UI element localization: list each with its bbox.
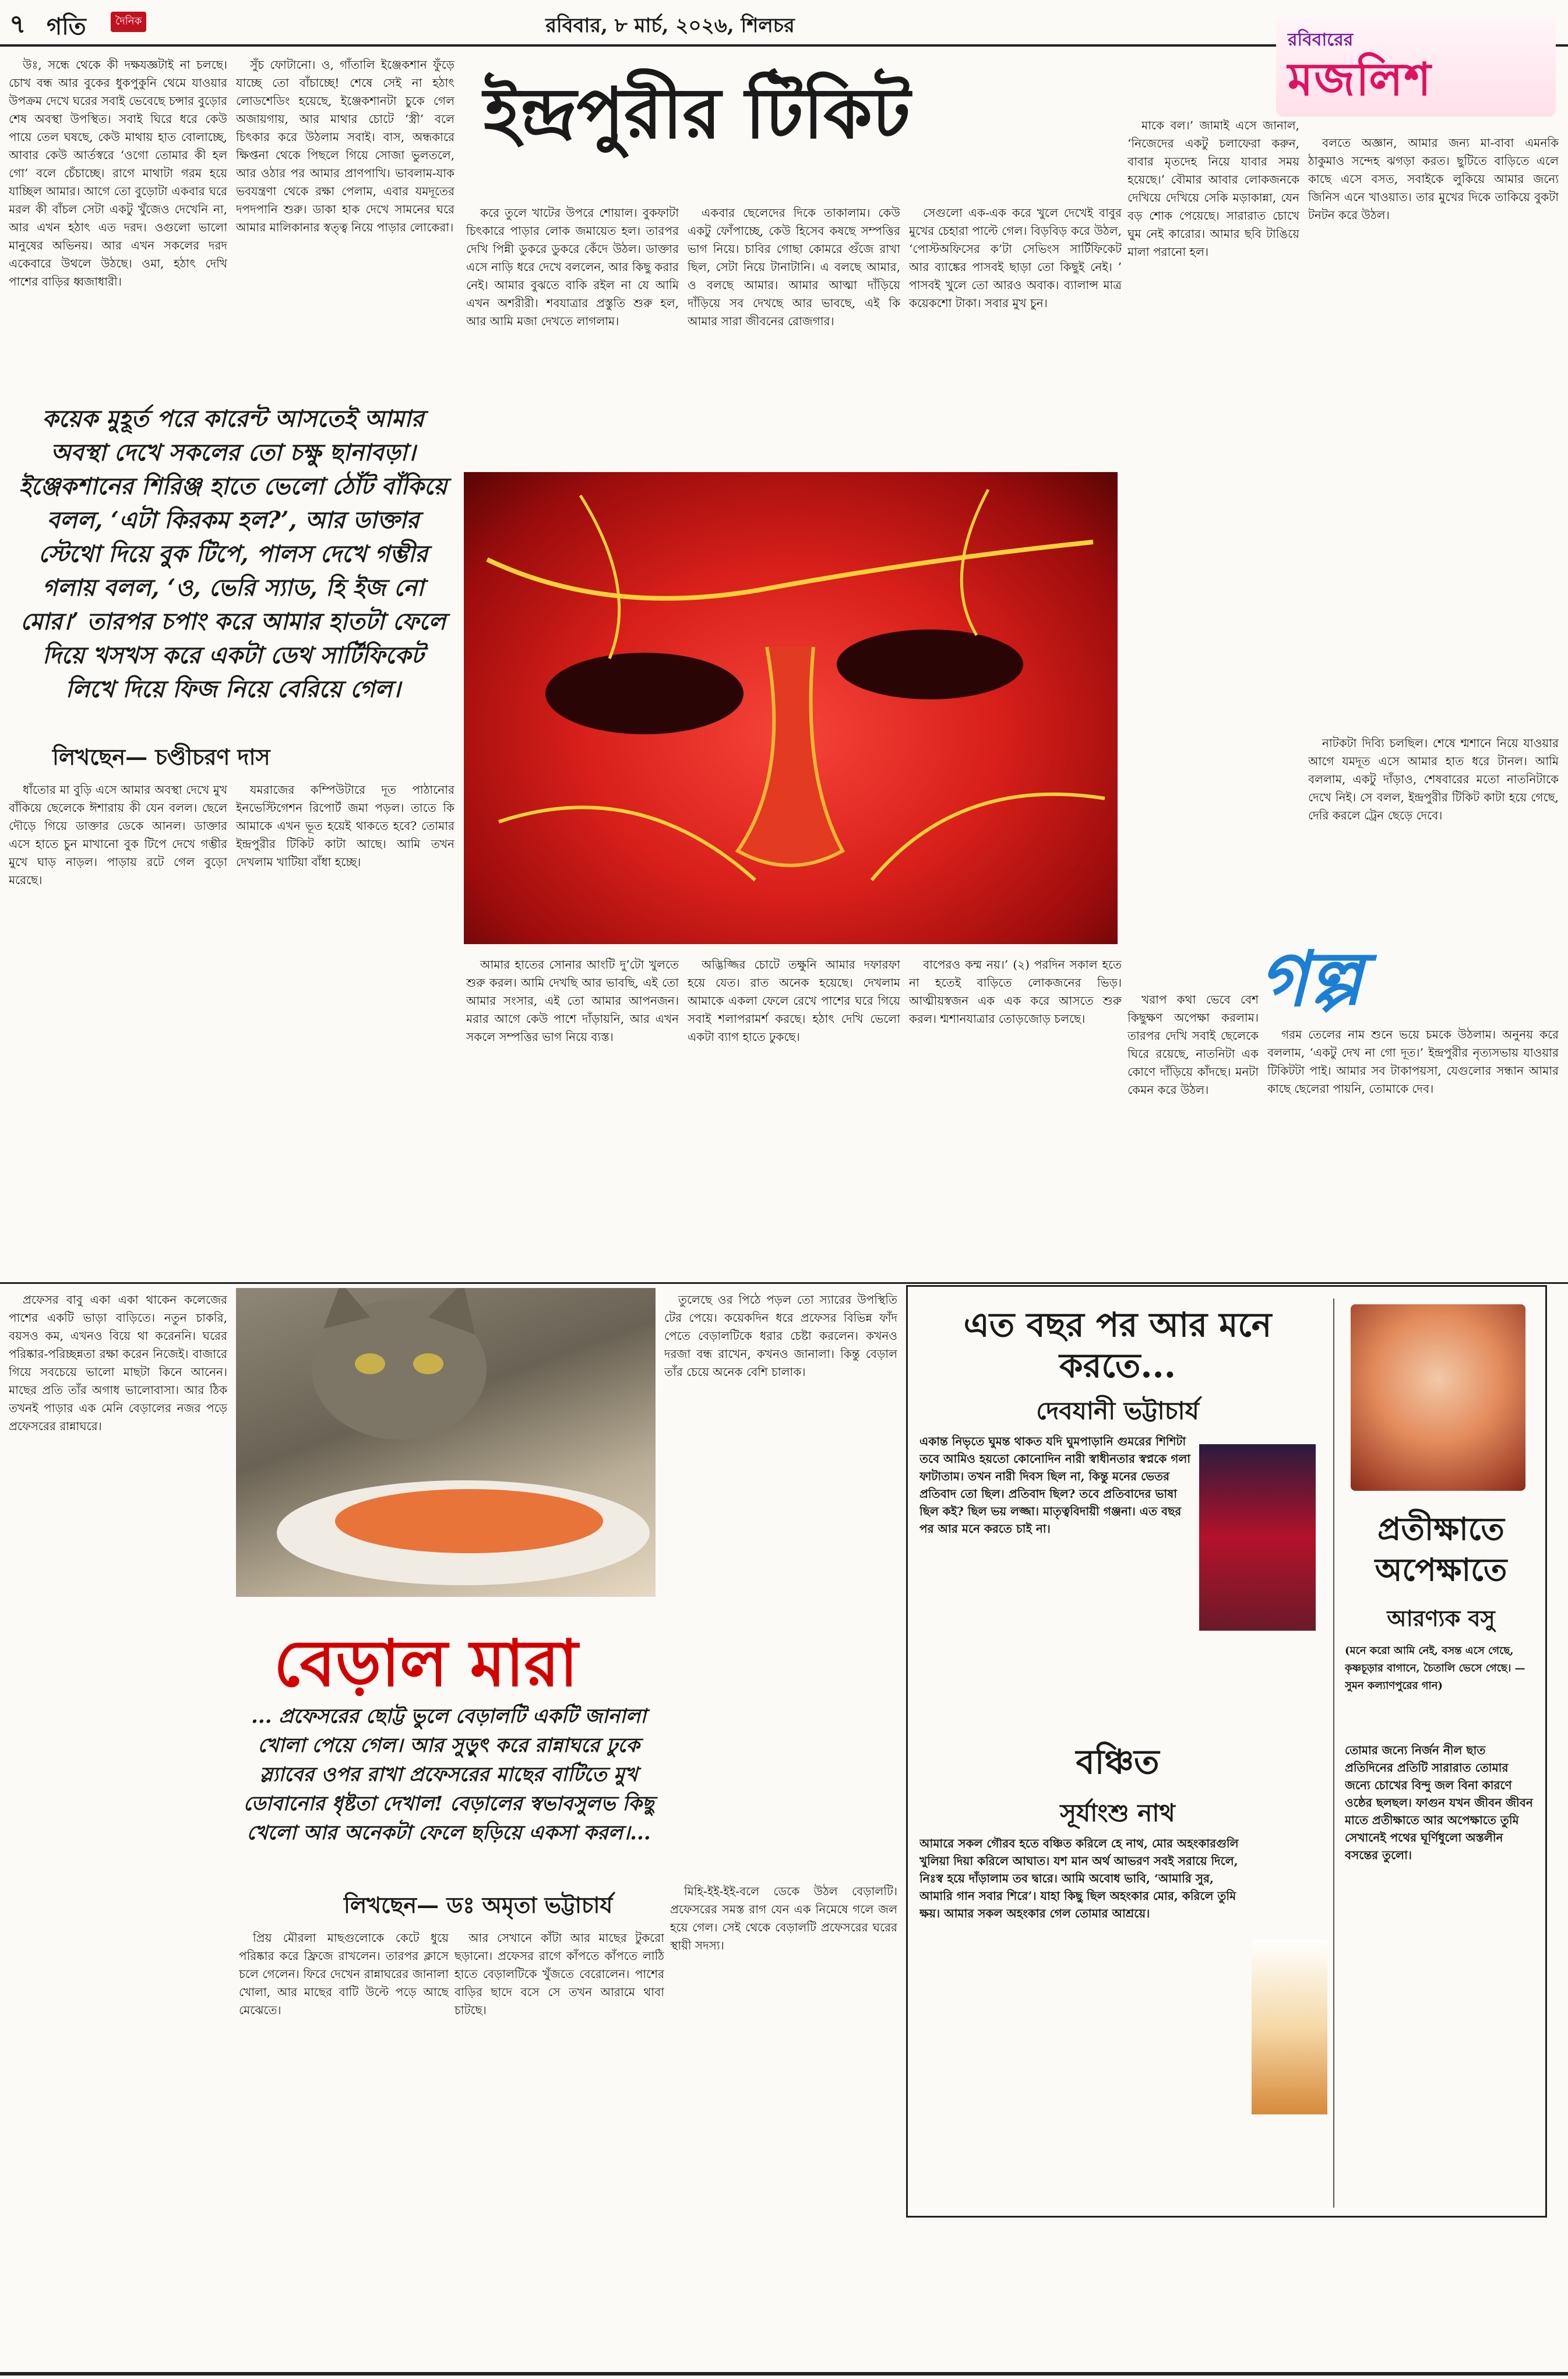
right-eye bbox=[837, 629, 1023, 699]
story1-column-13 bbox=[909, 956, 1122, 1276]
story1-column-14-text: খরাপ কথা ভেবে বেশ কিছুক্ষণ অপেক্ষা করলাম। তারপর দেখি সবাই ছেলেকে ঘিরে রয়েছে, নাতনিটা এক কোণে দাঁড়িয়ে কাঁদছে। মনটা কেমন করে উঠল। bbox=[1127, 993, 1259, 1097]
fish-fillet bbox=[335, 1489, 603, 1553]
poem2-author: সূর্যাংশু নাথ bbox=[1060, 1799, 1175, 1827]
poems-box bbox=[906, 1285, 1547, 2218]
vein-line bbox=[580, 495, 619, 659]
story1-column-9 bbox=[9, 781, 227, 1276]
poem3-text: তোমার জন্যে নির্জন নীল ছাত প্রতিদিনের প্রতিটি সারারাত তোমার জন্যে চোখের বিন্দু জল বিনা কারণে ওষ্ঠের ছলছল। ফাগুন যখন জীবন জীবন মাতে প্রতীক্ষাতে আর অপেক্ষাতে তুমি সেখানেই পথের ঘূর্ণিধুলো অস্তলীন বসন্তের তুলো। bbox=[1345, 1743, 1533, 1862]
story2-title: বেড়াল মারা bbox=[274, 1625, 578, 1701]
story1-column-4 bbox=[688, 204, 900, 460]
story1-column-5-text: সেগুলো এক-এক করে খুলে দেখেই বাবুর মুখের চেহারা পাল্টে গেল। বিড়বিড় করে উঠল, ‘পোস্টঅফিসের ক’টা সেভিংস সার্টিফিকেট আর ব্যাঙ্কের পাসবই ছাড়া তো কিছুই নেই। ’ পাসবই খুলে তো আরও অবাক। ব্যালান্স মাত্র কয়েকশো টাকা। সবার মুখ চুন। bbox=[909, 206, 1122, 310]
story1-column-13-text: বাপেরও কম্ম নয়।’ (২) পরদিন সকাল হতে না হতেই বাড়িতে লোকজনের ভিড়। আত্মীয়স্বজন এক এক করে আসতে শুরু করল। শ্মশানযাত্রার তোড়জোড় চলছে। bbox=[909, 958, 1122, 1026]
story1-column-1-text: উঃ, সন্ধে থেকে কী দক্ষযজ্ঞটাই না চলছে। চোখ বন্ধ আর বুকের ধুকপুকুনি থেমে যাওয়ার উপক্রম দেখে ঘরের সবাই ভেবেছে চন্সার বুড়োর শেষ অবস্থা উপস্থিত। সবাই ঘিরে ধরে কেউ পায়ে তেল ঘষছে, কেউ মাথায় হাত বোলাচ্ছে, আবার কেউ আর্তস্বরে ‘ওগো তোমার কী হল গো’ বলে চেঁচাচ্ছে। রাগে মাথাটা গরম হয়ে যাচ্ছিল আমার। আগে তো বুড়োটা একবার ঘরে মরল কী বাঁচল সেটা একটু খুঁজেও দেখেনি না, আর এখন হঠাৎ এত দরদ। ওগুলো ভালো মানুষের অভিনয়। আর এখন সকলের দরদ একেবারে উথলে উঠছে। ওমা, হঠাৎ দেখি পাশের বাড়ির ধ্বজাধারী। bbox=[9, 58, 227, 288]
face-painting bbox=[464, 472, 1118, 944]
page-footer-rule bbox=[0, 2372, 1568, 2376]
story1-column-8-text: নাটকটা দিব্যি চলছিল। শেষে শ্মশানে নিয়ে যাওয়ার আগে যমদূত এসে আমার হাত ধরে টানল। আমি বললাম, একটু দাঁড়াও, শেষবারের মতো নাতনিটাকে দেখে নিই। সে বলল, ইন্দ্রপুরীর টিকিট কাটা হয়ে গেছে, দেরি করলে ট্রেন ছেড়ে দেবে। bbox=[1308, 736, 1559, 822]
story1-column-14 bbox=[1127, 991, 1259, 1276]
cat-eye-right bbox=[413, 1353, 443, 1374]
story1-pull-quote: কয়েক মুহূর্ত পরে কারেন্ট আসতেই আমার অবস্থা দেখে সকলের তো চক্ষু ছানাবড়া। ইঞ্জেকশানের শিরিঞ্জ হাতে ভেলো ঠোঁট বাঁকিয়ে বলল, ‘এটা কিরকম হল?’, আর ডাক্তার স্টেথো দিয়ে বুক টিপে, পালস দেখে গম্ভীর গলায় বলল, ‘ও, ভেরি স্যাড, হি ইজ নো মোর।’ তারপর চপাং করে আমার হাতটা ফেলে দিয়ে খসখস করে একটা ডেথ সার্টিফিকেট লিখে দিয়ে ফিজ নিয়ে বেরিয়ে গেল। bbox=[19, 405, 448, 703]
poem3-epigraph: (মনে করো আমি নেই, বসন্ত এসে গেছে, কৃষ্ণচূড়ার বাগানে, চৈতালি ভেসে গেছে। —সুমন কল্যাণপুরের গান) bbox=[1345, 1645, 1525, 1692]
poem2-illustration bbox=[1252, 1940, 1327, 2114]
story1-column-1 bbox=[9, 56, 227, 394]
story1-column-11-text: আমার হাতের সোনার আংটি দু’টো খুলতে শুরু করল। আমি দেখছি আর ভাবছি, এই তো আমার সংসার, এই তো আমার আপনজন। মরার আগে কেউ পাশে দাঁড়ায়নি, আর এখন সকলে সম্পত্তির ভাগ নিয়ে ব্যস্ত। bbox=[466, 958, 679, 1044]
story2-column-4-text: আর সেখানে কাঁটা আর মাছের টুকরো ছড়ানো। প্রফেসর রাগে কাঁপতে কাঁপতে লাঠি হাতে বেড়ালটিকে খুঁজতে বেরোলেন। পাশের বাড়ির ছাদে বসে সে তখন আরামে থাবা চাটছে। bbox=[454, 1931, 664, 2017]
poem2-title: বঞ্চিত bbox=[1076, 1742, 1160, 1782]
dateline: রবিবার, ৮ মার্চ, ২০২৬, শিলচর bbox=[545, 14, 795, 37]
story2-column-2 bbox=[664, 1291, 897, 1874]
vein-line bbox=[487, 542, 1093, 599]
story1-column-6 bbox=[1127, 117, 1299, 921]
story1-column-9-text: ধাঁতোর মা বুড়ি এসে আমার অবস্থা দেখে মুখ বাঁকিয়ে ছেলেকে ঈশারায় কী যেন বলল। ছেলে দৌড়ে গিয়ে ডাক্তার ডেকে আনল। ডাক্তার এসে হাতে চুন মাখানো বুক টিপে দেখে গম্ভীর মুখে ঘাড় নাড়ল। পাড়ায় রটে গেল বুড়ো মরেছে। bbox=[9, 783, 227, 887]
story1-column-2 bbox=[236, 56, 454, 394]
story1-column-6-text: মাকে বল।’ জামাই এসে জানাল, ‘নিজেদের একটু চলাফেরা করুন, বাবার মৃতদেহ নিয়ে যাবার সময় হয়েছে।’ বৌমার আবার লোকজনকে দেখিয়ে দেখিয়ে সেকি মড়াকান্না, যেন বড় শোক পেয়েছে। সারারাত চোখে ঘুম নেই কারোর। আমার ছবি টাঙিয়ে মালা পরানো হল। bbox=[1127, 118, 1299, 259]
story1-column-7-text: বলতে অজ্ঞান, আমার জন্য মা-বাবা এমনকি ঠাকুমাও সন্দেহ ঝগড়া করত। ছুটিতে বাড়িতে এলে কাছে এসে বসত, সবাইকে লুকিয়ে আমার জন্যে জিনিস এনে খাওয়াত। তার মুখের দিকে তাকিয়ে বুকটা টনটন করে উঠল। bbox=[1308, 136, 1559, 222]
section-divider bbox=[0, 1282, 1568, 1284]
cat-eye-left bbox=[355, 1353, 385, 1374]
story1-column-8 bbox=[1308, 734, 1559, 909]
page-number: ৭ bbox=[9, 9, 26, 39]
poem2-text: আমারে সকল গৌরব হতে বঞ্চিত করিলে হে নাথ, মোর অহংকারগুলি খুলিয়া দিয়া করিলে আঘাত। যশ মান অর্থ আভরণ সবই সরায়ে দিলে, নিঃস্ব হয়ে দাঁড়ালাম তব দ্বারে। আমি অবোধ ভাবি, ‘আমারি সুর, আমারি গান সবার শিরে’। যাহা কিছু ছিল অহংকার মোর, করিলে তুমি ক্ষয়। আমার সকল অহংকার গেল তোমার আশ্রয়ে। bbox=[919, 1836, 1239, 1920]
story1-column-12-text: অদ্ভিজ্জির চোটে তক্ষুনি আমার দফারফা হয়ে যেত। রাত অনেক হয়েছে। দেখলাম আমাকে একলা ফেলে রেখে পাশের ঘরে গিয়ে সবাই শলাপরামর্শ করছে। হঠাৎ দেখি ভেলো একটা ব্যাগ হাতে ঢুকছে। bbox=[688, 958, 900, 1044]
supplement-small-title: রবিবারের bbox=[1288, 30, 1354, 50]
poem3-illustration bbox=[1351, 1304, 1525, 1491]
poem1-text: একান্ত নিভৃতে ঘুমন্ত থাকত যদি ঘুমপাড়ানি গুমরের শিশিটা তবে আমিও হয়তো কোনোদিন নারী স্বাধীনতার স্বপ্নকে গলা ফাটাতাম। তখন নারী দিবস ছিল না, কিন্তু মনের ভেতর প্রতিবাদ তো ছিল। প্রতিবাদ ছিল? তবে প্রতিবাদের ভাষা ছিল কই? ছিল ভয় লজ্জা। মাতৃত্ববিদায়ী গঞ্জনা। এত বছর পর আর মনে করতে চাই না। bbox=[919, 1434, 1191, 1536]
story1-column-4-text: একবার ছেলেদের দিকে তাকালাম। কেউ একটু ফোঁপাচ্ছে, কেউ হিসেব কষছে সম্পত্তির ভাগ নিয়ে। চাবির গোছা কোমরে গুঁজে রাখা ছিল, সেটা নিয়ে টানাটানি। এ বলছে আমার, ও বলছে আমার। আমার আত্মা দাঁড়িয়ে দাঁড়িয়ে সব দেখছে আর ভাবছে, এই কি আমার সারা জীবনের রোজগার। bbox=[688, 206, 900, 328]
poem-divider bbox=[1333, 1298, 1334, 2208]
story1-column-3-text: করে তুলে খাটের উপরে শোয়াল। বুকফাটা চিৎকারে পাড়ার লোক জমায়েত হল। তারপর দেখি পিন্নী ডুকরে ডুকরে কেঁদে উঠল। ডাক্তার এসে নাড়ি ধরে দেখে বললেন, আর কিছু করার নেই। আমার বুঝতে বাকি রইল না যে আমি এখন অশরীরী। শবযাত্রার প্রস্তুতি শুরু হল, আর আমি মজা দেখতে লাগলাম। bbox=[466, 206, 679, 328]
left-eye bbox=[545, 653, 744, 734]
face-painting-svg bbox=[464, 472, 1118, 944]
story1-column-3 bbox=[466, 204, 679, 460]
poem3-author: আরণ্যক বসু bbox=[1387, 1605, 1495, 1631]
story2-column-5-text: মিহি-ইই-ইই-বলে ডেকে উঠল বেড়ালটি। প্রফেসরের সমস্ত রাগ যেন এক নিমেষে গলে জল হয়ে গেল। সেই থেকে বেড়ালটি প্রফেসরের ঘরের স্থায়ী সদস্য। bbox=[670, 1884, 897, 1952]
supplement-big-title: মজলিশ bbox=[1288, 53, 1432, 106]
cat-photo bbox=[236, 1288, 656, 1597]
paper-name: গতি bbox=[47, 13, 86, 40]
story2-byline: লিখছেন— ডঃ অমৃতা ভট্টাচার্য bbox=[344, 1892, 613, 1918]
story1-column-15 bbox=[1267, 1026, 1559, 1276]
story2-column-4 bbox=[454, 1929, 664, 2366]
vein-line bbox=[872, 794, 1105, 880]
story1-column-2-text: সুঁচ ফোটানো। ও, গাঁতালি ইঞ্জেকশান ফুঁড়ে যাচ্ছে তো বাঁচাচ্ছে! শেষে সেই না হঠাৎ লোডশেডিং হয়েছে, ইঞ্জেকশানটা চুকে গেল অজায়গায়, আর মাথার চোটে ‘স্ত্রী’ বলে চিৎকার করে উঠলাম সবাই। বাস, অন্ধকারে ক্ষিপ্তনা থেকে পিছলে গিয়ে সোজা ভুলতলে, আর ওঠার পর আমার প্রাণপাখি। ভাবলাম-যাক ভবযন্ত্রণা থেকে রক্ষা পেলাম, এবার যমদূতের দপদপানি শুরু। ডাকা হাক দেখে সামনের ঘরে আমার মালিকানার স্বত্ত্ব নিয়ে পাড়ার লোকেরা। bbox=[236, 58, 454, 234]
story2-column-3-text: প্রিয় মৌরলা মাছগুলোকে কেটে ধুয়ে পরিষ্কার করে ফ্রিজে রাখলেন। তারপর ক্লাসে চলে গেলেন। ফিরে দেখেন রান্নাঘরের জানালা খোলা, আর মাছের বাটি উল্টে পড়ে আছে মেঝেতে। bbox=[239, 1931, 449, 2017]
edition-badge: দৈনিক bbox=[111, 12, 146, 32]
nose bbox=[738, 647, 843, 865]
story1-title: ইন্দ্রপুরীর টিকিট bbox=[484, 72, 911, 154]
story1-column-10-text: যমরাজের কম্পিউটারে দূত পাঠানোর ইনভেস্টিগেশন রিপোর্ট জমা পড়ল। তাতে কি আমাকে এখন ভূত হয়েই থাকতে হবে? তোমার ইন্দ্রপুরীর টিকিট কাটা আছে। আমি তখন দেখলাম খাটিয়া বাঁধা হচ্ছে। bbox=[236, 783, 454, 869]
story1-column-12 bbox=[688, 956, 900, 1276]
story2-column-3 bbox=[239, 1929, 449, 2366]
poem1-author: দেবযানী ভট্টাচার্য bbox=[1036, 1396, 1199, 1425]
story2-column-1-text: প্রফেসর বাবু একা একা থাকেন কলেজের পাশের একটি ভাড়া বাড়িতে। নতুন চাকরি, বয়সও কম, এখনও বিয়ে থা করেননি। ঘরের পরিষ্কার-পরিচ্ছন্নতা রক্ষা করেন নিজেই। বাজারে গিয়ে সবচেয়ে ভালো মাছটা কিনে আনেন। মাছের প্রতি তাঁর অগাধ ভালোবাসা। আর ঠিক তখনই পাড়ার এক মেনি বেড়ালের নজর পড়ে প্রফেসরের রান্নাঘরে। bbox=[9, 1293, 227, 1433]
story1-column-10 bbox=[236, 781, 454, 1276]
cat-photo-svg bbox=[236, 1288, 656, 1597]
vein-line bbox=[499, 807, 755, 880]
story2-pull-quote: ... প্রফেসরের ছোট্ট ভুলে বেড়ালটি একটি জানালা খোলা পেয়ে গেল। আর সুড়ুৎ করে রান্নাঘরে ঢুকে স্ল্যাবের ওপর রাখা প্রফেসরের মাছের বাটিতে মুখ ডোবানোর ধৃষ্টতা দেখাল! বেড়ালের স্বভাবসুলভ কিছু খেলো আর অনেকটা ফেলে ছড়িয়ে একসা করল।... bbox=[243, 1705, 654, 1845]
story2-column-5 bbox=[670, 1882, 897, 2366]
golpo-label: গল্প bbox=[1259, 934, 1363, 1023]
story1-byline: লিখছেন— চণ্ডীচরণ দাস bbox=[52, 744, 270, 770]
story2-column-1 bbox=[9, 1291, 227, 2369]
poem1-title: এত বছর পর আর মনে করতে... bbox=[963, 1305, 1272, 1385]
story1-column-15-text: গরম তেলের নাম শুনে ভয়ে চমকে উঠলাম। অনুনয় করে বললাম, ‘একটু দেখ না গো দূত।’ ইন্দ্রপুরীর নৃত্যসভায় যাওয়ার টিকিটটা পাই। আমার সব টাকাপয়সা, যেগুলোর সন্ধান আমার কাছে ছেলেরা পায়নি, তোমাকে দেব। bbox=[1267, 1027, 1559, 1096]
poem1-illustration bbox=[1199, 1444, 1316, 1631]
story1-column-11 bbox=[466, 956, 679, 1276]
story1-column-5 bbox=[909, 204, 1122, 460]
story2-column-2-text: তুলেছে ওর পিঠে পড়ল তো স্যারের উপস্থিতি টের পেয়ে। কয়েকদিন ধরে প্রফেসর বিভিন্ন ফাঁদ পেতে বেড়ালটিকে ধরার চেষ্টা করলেন। কখনও দরজা বন্ধ রাখেন, কখনও জানালা। কিন্তু বেড়াল তাঁর চেয়ে অনেক বেশি চালাক। bbox=[664, 1293, 897, 1379]
poem3-title: প্রতীক্ষাতে অপেক্ষাতে bbox=[1375, 1510, 1507, 1588]
vein-line bbox=[961, 490, 988, 635]
supplement-logo bbox=[1276, 17, 1556, 117]
